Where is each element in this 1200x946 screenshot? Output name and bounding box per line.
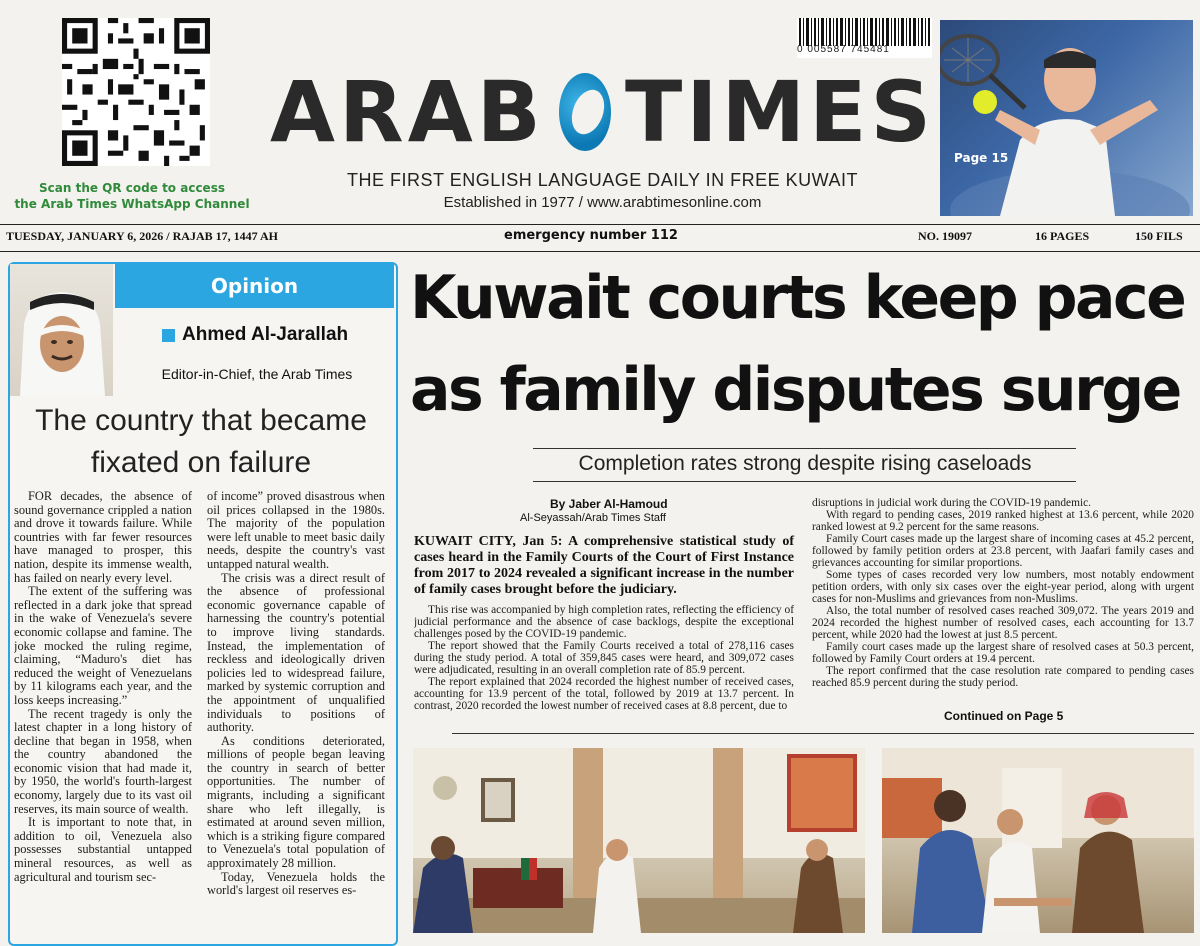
barcode-digits: 0 005587 745481 (797, 44, 890, 55)
author-portrait-image (10, 264, 113, 396)
emergency-number: emergency number 112 (504, 228, 678, 243)
main-headline-line2: as family disputes surge (410, 355, 1180, 425)
divider (452, 733, 1194, 734)
logo-word-arab: ARAB (270, 63, 545, 161)
paragraph: of income” proved disastrous when oil prices collapsed in the 1980s. The majority of the population were left unable to meet basic daily needs, despite the country's vast untapped natural wealth. (207, 490, 385, 571)
issue-number: NO. 19097 (918, 229, 972, 243)
paragraph: Today, Venezuela holds the world's largest oil reserves es- (207, 869, 385, 898)
author-title: Editor-in-Chief, the Arab Times (161, 366, 353, 382)
paragraph: The report explained that 2024 recorded the highest number of received cases, accounting for 13.9 percent of the total, followed by 2019 at 13.7 percent. In contrast, 2020 recorded the lowest number of received cases at 8.8 percent, due to (414, 676, 794, 712)
paragraph: Family Court cases made up the largest share of incoming cases at 45.2 percent, followed by family petition orders at 23.8 percent, with Jaafari family cases and grievances accounting for similar proportions. (812, 533, 1194, 569)
paragraph: Family court cases made up the largest share of resolved cases at 50.3 percent, followed by Family Court orders at 19.4 percent. (812, 641, 1194, 665)
news-photo-meeting[interactable] (413, 748, 865, 933)
opinion-headline-line1: The country that became (35, 404, 367, 437)
opinion-headline-line2: fixated on failure (90, 446, 312, 479)
main-headline-line1: Kuwait courts keep pace (410, 263, 1185, 333)
tagline: THE FIRST ENGLISH LANGUAGE DAILY IN FREE KUWAIT (347, 170, 858, 190)
paragraph: The report confirmed that the case resolution rate compared to pending cases reached 85.9 percent during the study period. (812, 665, 1194, 689)
paragraph: As conditions deteriorated, millions of people began leaving the country in search of better opportunities. The number of migrants, including a significant share who left illegally, is estimated at around seven million, which is a striking figure compared to Venezuela's total population of approximately 28 million. (207, 733, 385, 871)
article-subhead: Completion rates strong despite rising caseloads (578, 452, 1032, 475)
opinion-column-1 (14, 490, 192, 930)
meeting-room-image (413, 748, 865, 933)
paragraph: With regard to pending cases, 2019 ranked highest at 13.6 percent, while 2020 ranked lowest at 9.2 percent for the same reasons. (812, 509, 1194, 533)
byline: By Jaber Al-Hamoud (550, 497, 668, 511)
logo-word-times: TIMES (624, 63, 935, 161)
divider (533, 481, 1076, 482)
established-line[interactable]: Established in 1977 / www.arabtimesonline.com (443, 194, 762, 211)
paragraph: The extent of the suffering was reflected in a dark joke that spread in the wake of Venezuela's severe economic collapse and famine. The joke mocked the ruling regime, claiming, “Maduro's diet has reduced the weight of Venezuelans by 11 kilograms each year, and the loss keeps increasing.” (14, 584, 192, 707)
whatsapp-qr-code[interactable] (62, 18, 210, 166)
qr-caption-line2: the Arab Times WhatsApp Channel (14, 197, 250, 211)
paragraph: Some types of cases recorded very low numbers, most notably endowment petition orders, with only six cases over the eight-year period, along with urgent cases for non-Muslims and grievances from non-Muslims. (812, 569, 1194, 605)
qr-caption (0, 180, 264, 212)
article-lead: KUWAIT CITY, Jan 5: A comprehensive statistical study of cases heard in the Family Courts of the Court of First Instance from 2017 to 2024 revealed a significant increase in the number of family cases brought before the judiciary. (414, 534, 794, 597)
sports-page-label[interactable]: Page 15 (954, 151, 1009, 165)
continued-link[interactable]: Continued on Page 5 (944, 709, 1064, 723)
sports-photo[interactable] (940, 20, 1193, 216)
article-column-1 (414, 604, 794, 726)
opinion-column-2 (207, 490, 385, 930)
qr-caption-line1: Scan the QR code to access (39, 181, 225, 195)
tennis-player-image (940, 20, 1193, 216)
author-photo (10, 264, 113, 396)
paragraph: The crisis was a direct result of the absence of professional economic governance capable of harnessing the country's potential to improve living standards. Instead, the implementation of reckless and ideologically driven policies led to widespread failure, marked by systemic corruption and the appointment of unqualified individuals to positions of authority. (207, 570, 385, 735)
qr-code-icon (62, 18, 210, 166)
opinion-headline[interactable] (14, 400, 388, 484)
paragraph: This rise was accompanied by high completion rates, reflecting the efficiency of judicial performance and the absence of case backlogs, despite the exceptional challenges posed by the COVID-19 pandemic. (414, 604, 794, 640)
issue-date: TUESDAY, JANUARY 6, 2026 / RAJAB 17, 1447 AH (6, 229, 278, 243)
handshake-image (882, 748, 1194, 933)
author-name: Ahmed Al-Jarallah (182, 324, 349, 345)
news-photo-handshake[interactable] (882, 748, 1194, 933)
paragraph: Also, the total number of resolved cases reached 309,072. The years 2019 and 2024 recorded the highest number of resolved cases, each accounting for 13.7 percent, while 2020 had the lowest at just 8.5 percent. (812, 605, 1194, 641)
page-count: 16 PAGES (1035, 229, 1090, 243)
paragraph: The recent tragedy is only the latest chapter in a long history of decline that began in 1958, when the country abandoned the economic vision that had made it, by 1950, the world's fourth-largest economy, largely due to its vast oil reserves, its main source of wealth. (14, 706, 192, 816)
opinion-section-header[interactable]: Opinion (115, 264, 394, 308)
byline-staff: Al-Seyassah/Arab Times Staff (520, 512, 666, 524)
price: 150 FILS (1135, 229, 1183, 243)
barcode-icon (797, 18, 932, 46)
article-column-2 (812, 497, 1194, 709)
paragraph: The report showed that the Family Courts received a total of 278,116 cases during the study period. A total of 359,845 cases were heard, and 309,072 cases were adjudicated, resulting in an overall completion rate of 85.9 percent. (414, 640, 794, 676)
paragraph: disruptions in judicial work during the COVID-19 pandemic. (812, 497, 1092, 509)
paragraph: FOR decades, the absence of sound governance crippled a nation and drove it towards failure. While countries with far fewer resources have managed to prosper, this nation, despite its immense wealth, has failed on nearly every level. (14, 490, 192, 585)
arab-times-logo[interactable] (270, 62, 935, 162)
paragraph: It is important to note that, in addition to oil, Venezuela also possesses substantial untapped mineral resources, as well as agricultural and tourism sec- (14, 815, 192, 884)
author-bullet-icon (162, 329, 175, 342)
globe-logo-icon (559, 73, 611, 151)
main-headline[interactable] (410, 252, 1200, 436)
divider (533, 448, 1076, 449)
